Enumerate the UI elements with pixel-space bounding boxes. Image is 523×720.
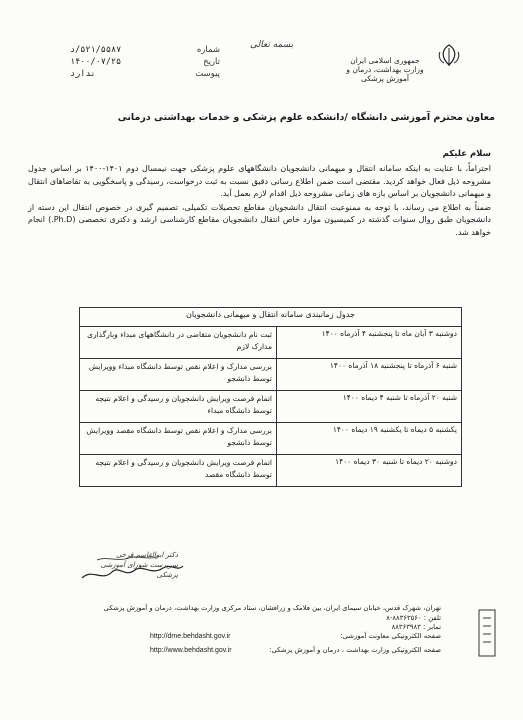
org-line-2: وزارت بهداشت، درمان و آموزش پزشکی [346, 65, 424, 83]
reference-block [70, 44, 220, 80]
schedule-date: یکشنبه ۵ دیماه تا یکشنبه ۱۹ دیماه ۱۴۰۰ [277, 423, 462, 455]
signer-name: دکتر ابوالقاسم فرخی [115, 551, 178, 559]
ref-attachment-value: ندارد [70, 69, 96, 79]
table-row [80, 359, 462, 391]
footer-fax: نمابر : ۸۸۳۶۳۹۸۳ [391, 623, 441, 631]
organization-name [340, 56, 430, 83]
table-row [80, 423, 462, 455]
iran-emblem-icon [432, 42, 466, 70]
ref-attachment-label: پیوست [195, 69, 220, 79]
footer-links [150, 630, 232, 658]
schedule-task: ثبت نام دانشجویان متقاضی در دانشگاههای مبداء وبارگذاری مدارک لازم [80, 327, 277, 359]
ref-number-label: شماره [196, 45, 220, 55]
footer-link-labels [269, 629, 441, 657]
footer-label-edu: صفحه الکترونیکی معاونت آموزشی: [340, 632, 441, 640]
vertical-logo-icon [475, 608, 499, 658]
letter-body [28, 163, 491, 240]
footer-phone: تلفن : ۸۸۳۶۳۵۶۰-۸ [386, 613, 441, 622]
ref-attachment-row [70, 68, 220, 80]
footer-url-edu[interactable]: http://dme.behdasht.gov.ir [150, 633, 231, 640]
table-row [80, 391, 462, 423]
schedule-date: شنبه ۲۰ آذرماه تا شنبه ۴ دیماه ۱۴۰۰ [277, 391, 462, 423]
faded-watermark [40, 2, 480, 42]
schedule-task: اتمام فرصت ویرایش دانشجویان و رسیدگی و اعلام نتیجه توسط دانشگاه مبداء [80, 391, 277, 423]
ref-date-value: ۱۴۰۰/۰۷/۲۵ [70, 57, 122, 67]
schedule-date: شنبه ۶ آذرماه تا پنجشنبه ۱۸ آذرماه ۱۴۰۰ [277, 359, 462, 391]
org-line-1: جمهوری اسلامی ایران [350, 56, 420, 65]
bismillah-heading: بسمه تعالی [250, 40, 294, 50]
ref-number-row [70, 44, 220, 56]
schedule-title-row [80, 308, 462, 327]
schedule-task: بررسی مدارک و اعلام نقص توسط دانشگاه مقصد وویرایش توسط دانشجو [80, 423, 277, 455]
table-row [80, 455, 462, 487]
schedule-table [79, 307, 462, 487]
schedule-date: دوشنبه ۲۰ دیماه تا شنبه ۳۰ دیماه ۱۴۰۰ [277, 455, 462, 487]
footer-address: تهران، شهرک قدس، خیابان سیمای ایران، بین فلامک و زرافشان، ستاد مرکزی وزارت بهداشت، درمان و آموزش پزشکی [103, 604, 441, 612]
schedule-date: دوشنبه ۳ آبان ماه تا پنجشنبه ۴ آذرماه ۱۴۰۰ [277, 327, 462, 359]
ref-number-value: ۵۲۱/۵۵۸۷/د [70, 45, 122, 55]
ref-date-row [70, 56, 220, 68]
addressee: معاون محترم آموزشی دانشگاه /دانشکده علوم پزشکی و خدمات بهداشتی درمانی [117, 112, 495, 123]
ref-date-label: تاریخ [203, 57, 220, 67]
footer-label-ministry: صفحه الکترونیکی وزارت بهداشت ، درمان و آموزش پزشکی: [269, 646, 441, 654]
body-paragraph-1: احتراماً، با عنایت به اینکه سامانه انتقال و میهمانی دانشجویان دانشگاههای علوم پزشکی جهت نیمسال دوم ۱۴۰۱-۱۴۰۰ بر اساس جدول مشروحه ذیل فعال خواهد کردید. مقتضی است ضمن اطلاع رسانی دقیق نسبت به ثبت درخواست، رسیدگی و پاسخگویی به تقاضاهای انتقال و میهمانی دانشجویان بر اساس بازه های زمانی مشروحه ذیل اقدام لازم بعمل آید. [28, 164, 492, 198]
signature-caption [88, 550, 178, 580]
body-paragraph-2: ضمناً به اطلاع می رساند، با توجه به ممنوعیت انتقال دانشجویان مقاطع تحصیلات تکمیلی، تصمیم گیری در خصوص انتقال این دسته از دانشجویان طبق روال سنوات گذشته در کمیسیون موارد خاص انتقال دانشجویان مقاطع کارشناسی ارشد و دکتری تخصصی (Ph.D.) انجام خواهد شد. [28, 202, 491, 237]
greeting: سلام علیکم [442, 149, 491, 159]
table-row [80, 327, 462, 359]
footer-url-ministry[interactable]: http://www.behdasht.gov.ir [150, 647, 232, 654]
schedule-task: اتمام فرصت ویرایش دانشجویان و رسیدگی و اعلام نتیجه توسط دانشگاه مقصد [80, 455, 277, 487]
schedule-title: جدول زمانبندی سامانه انتقال و میهمانی دانشجویان [80, 308, 462, 327]
schedule-task: بررسی مدارک و اعلام نقص توسط دانشگاه مبداء وویرایش توسط دانشجو [80, 359, 277, 391]
signer-title: سرپرست شورای آموزشی پزشکی [100, 561, 178, 579]
